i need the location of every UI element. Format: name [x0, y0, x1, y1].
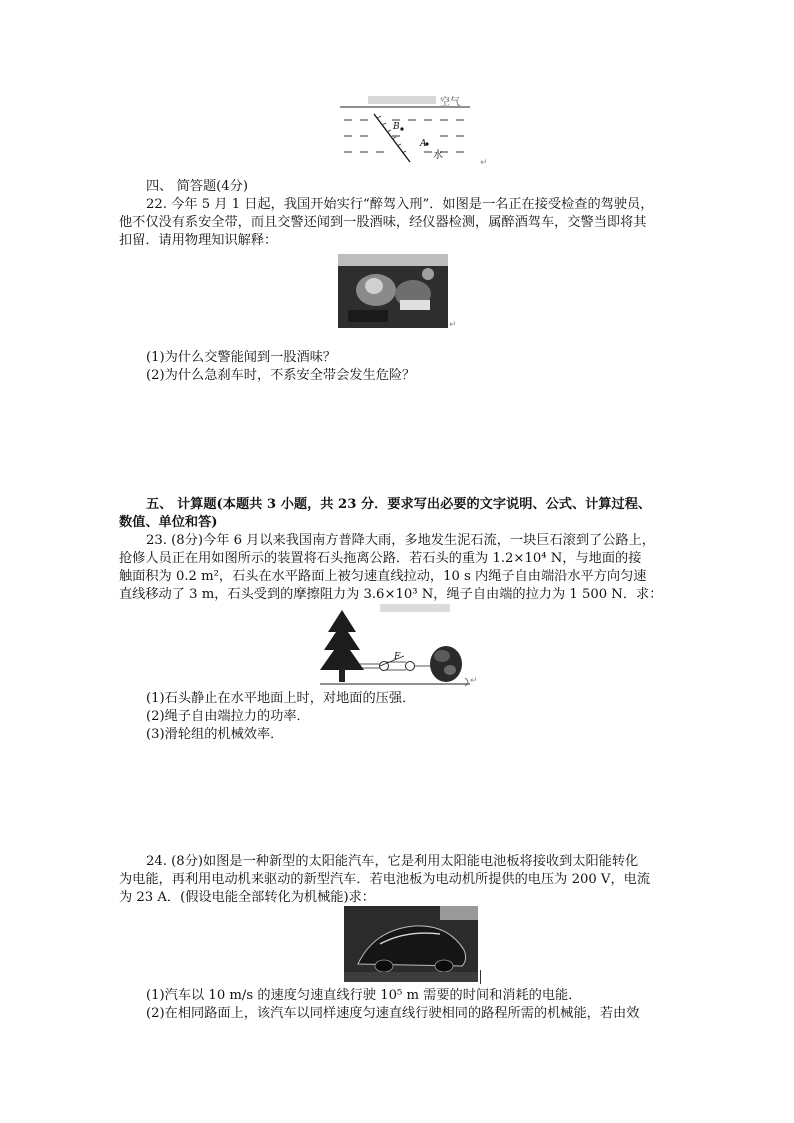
section-5-heading-line-2: 数值、单位和答): [119, 515, 218, 530]
q23-line-1: 23. (8分)今年 6 月以来我国南方普降大雨，多地发生泥石流，一块巨石滚到了公路上，: [146, 533, 655, 548]
q22-line-2: 他不仅没有系安全带，而且交警还闻到一股酒味，经仪器检测，属醉酒驾车，交警当即将其: [119, 215, 647, 230]
q22-line-3: 扣留．请用物理知识解释：: [119, 233, 278, 248]
q22-sub-2: (2)为什么急刹车时，不系安全带会发生危险？: [146, 368, 416, 383]
q24-sub-1: (1)汽车以 10 m/s 的速度匀速直线行驶 10⁵ m 需要的时间和消耗的电能．: [146, 988, 582, 1003]
q23-line-4: 直线移动了 3 m，石头受到的摩擦阻力为 3.6×10³ N，绳子自由端的拉力为 1 500 N．求：: [119, 587, 663, 602]
section-5-heading-line-1: 五、 计算题(本题共 3 小题，共 23 分．要求写出必要的文字说明、公式、计算过程、: [146, 497, 652, 512]
q22-line-1: 22. 今年 5 月 1 日起，我国开始实行“醉驾入刑”．如图是一名正在接受检查的驾驶员，: [146, 197, 654, 212]
q22-sub-1: (1)为什么交警能闻到一股酒味？: [146, 350, 337, 365]
label-point-a: A: [420, 139, 427, 149]
q23-line-2: 抢修人员正在用如图所示的装置将石头拖离公路．若石头的重为 1.2×10⁴ N，与地面的接: [119, 551, 642, 566]
q24-line-2: 为电能，再利用电动机来驱动的新型汽车．若电池板为电动机所提供的电压为 200 V，电流: [119, 872, 651, 887]
return-mark: ↵: [480, 158, 488, 168]
label-air: 空气: [440, 97, 460, 108]
q23-sub-3: (3)滑轮组的机械效率．: [146, 727, 284, 742]
pulley-figure: [320, 604, 490, 688]
section-4-heading: 四、 简答题(4分): [146, 179, 248, 194]
return-mark: ↵: [449, 320, 457, 330]
label-force-f: F: [394, 652, 401, 662]
q23-sub-2: (2)绳子自由端拉力的功率．: [146, 709, 310, 724]
cursor-mark: [480, 970, 481, 984]
solar-car-photo: [344, 906, 478, 982]
label-point-b: B: [393, 122, 400, 132]
q24-sub-2: (2)在相同路面上，该汽车以同样速度匀速直线行驶相同的路程所需的机械能，若由效: [146, 1006, 640, 1021]
q24-line-3: 为 23 A．(假设电能全部转化为机械能)求：: [119, 890, 375, 905]
police-check-photo: [338, 254, 448, 328]
q24-line-1: 24. (8分)如图是一种新型的太阳能汽车，它是利用太阳能电池板将接收到太阳能转化: [146, 854, 639, 869]
q23-line-3: 触面积为 0.2 m²，石头在水平路面上被匀速直线拉动，10 s 内绳子自由端沿水平方向匀速: [119, 569, 647, 584]
label-water: 水: [433, 150, 443, 161]
q23-sub-1: (1)石头静止在水平地面上时，对地面的压强．: [146, 691, 416, 706]
return-mark: ↵: [470, 676, 478, 686]
